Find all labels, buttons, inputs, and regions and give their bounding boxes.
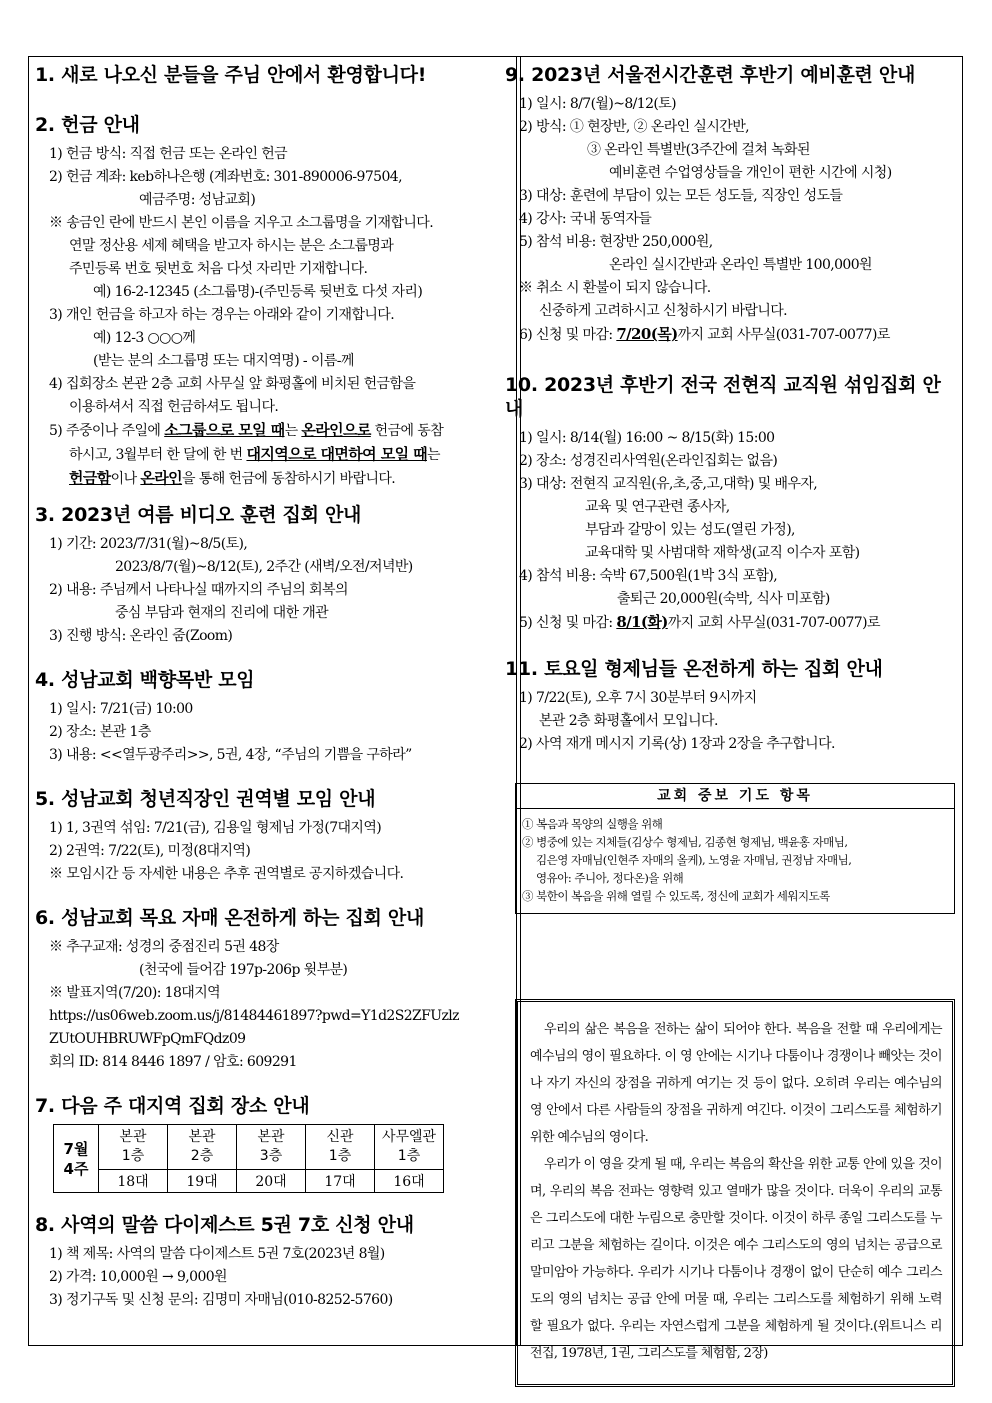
text-line: 예) 12-3 ○○○께	[93, 330, 196, 346]
text-line: 5) 주중이나 주일에 소그룹으로 모일 때는 온라인으로 헌금에 동참	[49, 421, 444, 439]
quote-paragraph: 우리가 이 영을 갖게 될 때, 우리는 복음의 확산을 위한 교통 안에 있을 것이며, 우리의 복음 전파는 영향력 있고 열매가 많을 것이다. 더욱이 우리의 교통은 그리스도에 대한 누림으로 충만할 것이다. 이것이 하루 종일 그리스도를 누리고 그분을 체험하는 길이다. 이것은 예수 그리스도의 영의 넘치는 공급으로 말미암아 가능하다. 우리가 시기나 다툼이나 경쟁이 없이 단순히 예수 그리스도의 영의 넘치는 공급 안에 머물 때, 우리는 그리스도를 체험하기 위해 노력할 필요가 없다. 우리는 자연스럽게 그분을 체험하게 될 것이다.(위트니스 리 전집, 1978년, 1권, 그리스도를 체험함, 2장)	[530, 1157, 942, 1361]
text-line: 하시고, 3월부터 한 달에 한 번 대지역으로 대면하여 모일 때는	[69, 445, 440, 463]
prayer-title: 교회 중보 기도 항목	[516, 784, 954, 809]
text-line: 2) 내용: 주님께서 나타나실 때까지의 주님의 회복의	[49, 582, 348, 598]
text-line: 6) 신청 및 마감: 7/20(목)까지 교회 사무실(031-707-0077)로	[519, 325, 890, 343]
text-line: 중심 부담과 현재의 진리에 대한 개관	[115, 605, 329, 621]
text-line: (받는 분의 소그룹명 또는 대지역명) - 이름-께	[93, 353, 354, 369]
text-line: 3) 정기구독 및 신청 문의: 김명미 자매님(010-8252-5760)	[49, 1292, 393, 1308]
quote-box	[515, 999, 955, 1387]
text-line: 2023/8/7(월)~8/12(토), 2주간 (새벽/오전/저녁반)	[115, 559, 413, 575]
section-title: 3. 2023년 여름 비디오 훈련 집회 안내	[35, 504, 362, 526]
text-line: 5) 신청 및 마감: 8/1(화)까지 교회 사무실(031-707-0077)로	[519, 613, 880, 631]
text-line: 예) 16-2-12345 (소그룹명)-(주민등록 뒷번호 다섯 자리)	[93, 284, 423, 300]
text-line: 이용하셔서 직접 헌금하셔도 됩니다.	[69, 399, 279, 415]
text-line: 3) 대상: 훈련에 부담이 있는 모든 성도들, 직장인 성도들	[519, 188, 843, 204]
text-line: 2) 2권역: 7/22(토), 미정(8대지역)	[49, 843, 251, 859]
text-line: 4) 집회장소 본관 2층 교회 사무실 앞 화평홀에 비치된 헌금함을	[49, 376, 416, 392]
hall-header: 본관 2층	[168, 1125, 237, 1170]
text-line: 교육 및 연구관련 종사자,	[585, 499, 730, 515]
text-line: 2) 사역 재개 메시지 기록(상) 1장과 2장을 추구합니다.	[519, 736, 835, 752]
section-title: 7. 다음 주 대지역 집회 장소 안내	[35, 1095, 310, 1117]
text-line: ③ 온라인 특별반(3주간에 걸쳐 녹화된	[587, 142, 810, 158]
section-cedar-class	[35, 668, 495, 767]
text-line: 2) 방식: ① 현장반, ② 온라인 실시간반,	[519, 119, 749, 135]
section-preliminary-training	[505, 63, 957, 347]
prayer-box	[515, 783, 955, 914]
section-digest	[35, 1213, 495, 1312]
prayer-list	[516, 809, 954, 913]
text-line: 온라인 실시간반과 온라인 특별반 100,000원	[609, 257, 872, 273]
text-line: 출퇴근 20,000원(숙박, 식사 미포함)	[617, 591, 830, 607]
deadline-date: 8/1(화)	[616, 613, 668, 631]
venue-table	[53, 1124, 444, 1193]
section-title: 2. 헌금 안내	[35, 114, 140, 136]
section-title: 6. 성남교회 목요 자매 온전하게 하는 집회 안내	[35, 907, 425, 929]
text-line: 1) 일시: 8/7(월)~8/12(토)	[519, 96, 677, 112]
text-line: 3) 대상: 전현직 교직원(유,초,중,고,대학) 및 배우자,	[519, 476, 818, 492]
text-line: (천국에 들어감 197p-206p 윗부분)	[139, 962, 348, 978]
text-line: 2) 헌금 계좌: keb하나은행 (계좌번호: 301-890006-97504,	[49, 169, 402, 185]
text-line: 신중하게 고려하시고 신청하시기 바랍니다.	[539, 303, 788, 319]
section-venues	[35, 1094, 495, 1193]
section-title: 5. 성남교회 청년직장인 권역별 모임 안내	[35, 788, 376, 810]
section-title: 4. 성남교회 백향목반 모임	[35, 669, 255, 691]
right-column	[505, 63, 957, 776]
text-line: 연말 정산용 세제 혜택을 받고자 하시는 분은 소그룹명과	[69, 238, 394, 254]
section-title: 11. 토요일 형제님들 온전하게 하는 집회 안내	[505, 658, 883, 680]
text-line: ※ 취소 시 환불이 되지 않습니다.	[519, 280, 711, 296]
text-line: 3) 개인 헌금을 하고자 하는 경우는 아래와 같이 기재합니다.	[49, 307, 395, 323]
emphasis: 대지역으로 대면하여 모일 때	[246, 445, 427, 463]
text-line: 1) 책 제목: 사역의 말씀 다이제스트 5권 7호(2023년 8월)	[49, 1246, 385, 1262]
text-line: 2) 가격: 10,000원 → 9,000원	[49, 1269, 227, 1285]
emphasis: 온라인	[140, 469, 183, 487]
hall-header: 본관 3층	[237, 1125, 306, 1170]
section-offering	[35, 113, 495, 491]
region-cell: 17대	[306, 1170, 375, 1193]
text-line: 1) 1, 3권역 섞임: 7/21(금), 김용일 형제님 가정(7대지역)	[49, 820, 382, 836]
text-line: ※ 추구교재: 성경의 중점진리 5권 48장	[49, 939, 279, 955]
region-cell: 16대	[375, 1170, 444, 1193]
text-line: 4) 강사: 국내 동역자들	[519, 211, 652, 227]
bulletin-frame	[28, 56, 963, 1361]
text-line: ※ 송금인 란에 반드시 본인 이름을 지우고 소그룹명을 기재합니다.	[49, 215, 434, 231]
month-week-cell: 7월 4주	[54, 1125, 99, 1193]
prayer-item: 김은영 자매님(인현주 자매의 올케), 노영윤 자매님, 권정남 자매님,	[536, 853, 852, 867]
hall-header: 신관 1층	[306, 1125, 375, 1170]
hall-header: 본관 1층	[99, 1125, 168, 1170]
section-sisters-meeting	[35, 906, 495, 1074]
text-line: 3) 진행 방식: 온라인 줌(Zoom)	[49, 628, 233, 644]
text-line: 1) 헌금 방식: 직접 헌금 또는 온라인 헌금	[49, 146, 288, 162]
section-brothers-meeting	[505, 657, 957, 756]
text-line: 1) 일시: 8/14(월) 16:00 ~ 8/15(화) 15:00	[519, 430, 775, 446]
section-young-workers	[35, 787, 495, 886]
text-line: ※ 모임시간 등 자세한 내용은 추후 권역별로 공지하겠습니다.	[49, 866, 404, 882]
region-cell: 20대	[237, 1170, 306, 1193]
zoom-link[interactable]: https://us06web.zoom.us/j/81484461897?pwd=Y1d2S2ZFUzlz	[49, 1008, 459, 1024]
emphasis: 헌금함	[69, 469, 111, 487]
left-column	[35, 63, 495, 1332]
text-line: 1) 기간: 2023/7/31(월)~8/5(토),	[49, 536, 248, 552]
text-line: 주민등록 번호 뒷번호 처음 다섯 자리만 기재합니다.	[69, 261, 368, 277]
region-cell: 18대	[99, 1170, 168, 1193]
text-line: 1) 일시: 7/21(금) 10:00	[49, 701, 193, 717]
quote-paragraph: 우리의 삶은 복음을 전하는 삶이 되어야 한다. 복음을 전할 때 우리에게는 예수님의 영이 필요하다. 이 영 안에는 시기나 다툼이나 경쟁이나 빼앗는 것이나 자기 자신의 장점을 귀하게 여기는 것 등이 없다. 오히려 우리는 예수님의 영 안에서 다른 사람들의 장점을 귀하게 여긴다. 이것이 그리스도를 체험하기 위한 예수님의 영이다.	[530, 1022, 942, 1145]
prayer-item: ③ 북한이 복음을 위해 열릴 수 있도록, 정신에 교회가 세워지도록	[522, 889, 830, 903]
text-line: 부담과 갈망이 있는 성도(열린 가정),	[585, 522, 795, 538]
section-title: 1. 새로 나오신 분들을 주님 안에서 환영합니다!	[35, 64, 427, 86]
text-line: ※ 발표지역(7/20): 18대지역	[49, 985, 221, 1001]
section-title: 8. 사역의 말씀 다이제스트 5권 7호 신청 안내	[35, 1214, 414, 1236]
text-line: 교육대학 및 사범대학 재학생(교직 이수자 포함)	[585, 545, 860, 561]
text-line: 예비훈련 수업영상들을 개인이 편한 시간에 시청)	[609, 165, 892, 181]
text-line: 2) 장소: 본관 1층	[49, 724, 151, 740]
deadline-date: 7/20(목)	[616, 325, 678, 343]
section-educators-meeting	[505, 373, 957, 635]
region-cell: 19대	[168, 1170, 237, 1193]
hall-header: 사무엘관 1층	[375, 1125, 444, 1170]
section-title: 10. 2023년 후반기 전국 전현직 교직원 섞임집회 안내	[505, 374, 941, 420]
text-line: 3) 내용: <<열두광주리>>, 5권, 4장, “주님의 기쁨을 구하라”	[49, 747, 412, 763]
text-line: 1) 7/22(토), 오후 7시 30분부터 9시까지	[519, 690, 757, 706]
text-line: 회의 ID: 814 8446 1897 / 암호: 609291	[49, 1054, 297, 1070]
text-line: 2) 장소: 성경진리사역원(온라인집회는 없음)	[519, 453, 778, 469]
prayer-item: ① 복음과 목양의 실행을 위해	[522, 817, 663, 831]
emphasis: 소그룹으로 모일 때	[164, 421, 285, 439]
zoom-link-cont[interactable]: ZUtOUHBRUWFpQmFQdz09	[49, 1031, 246, 1047]
emphasis: 온라인으로	[301, 421, 371, 439]
text-line: 예금주명: 성남교회)	[139, 192, 256, 208]
text-line: 본관 2층 화평홀에서 모입니다.	[539, 713, 718, 729]
section-title: 9. 2023년 서울전시간훈련 후반기 예비훈련 안내	[505, 64, 916, 86]
section-welcome	[35, 63, 495, 87]
text-line: 헌금함이나 온라인을 통해 헌금에 동참하시기 바랍니다.	[69, 469, 396, 487]
text-line: 4) 참석 비용: 숙박 67,500원(1박 3식 포함),	[519, 568, 778, 584]
prayer-item: ② 병중에 있는 지체들(김상수 형제님, 김종현 형제님, 백윤홍 자매님,	[522, 835, 848, 849]
prayer-item: 영유아: 주니아, 정다온)을 위해	[536, 871, 684, 885]
section-video-training	[35, 503, 495, 648]
text-line: 5) 참석 비용: 현장반 250,000원,	[519, 234, 713, 250]
